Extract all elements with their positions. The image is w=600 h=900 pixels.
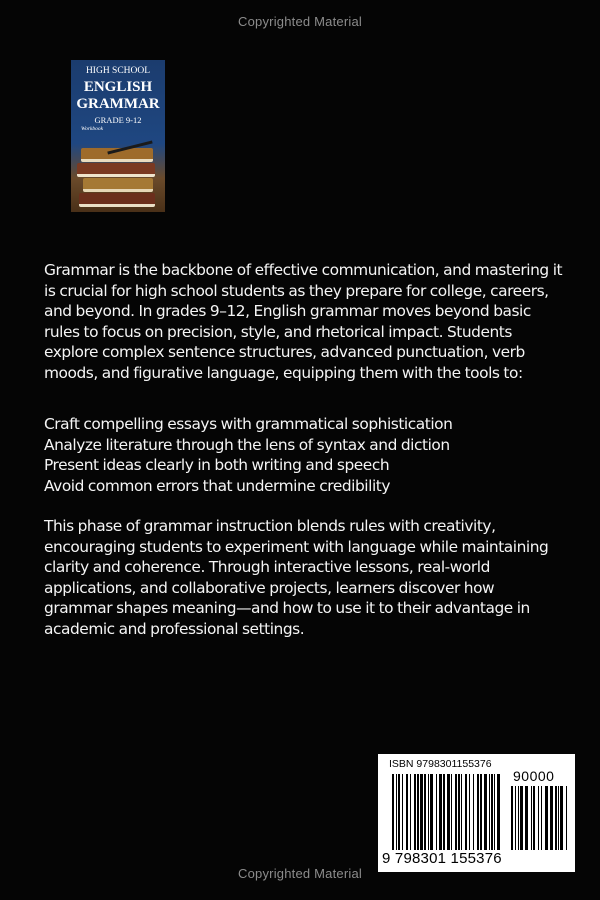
cover-thumbnail — [71, 60, 165, 212]
cover-title-line1: HIGH SCHOOL — [85, 66, 151, 76]
copyright-watermark-top: Copyrighted Material — [238, 14, 362, 29]
list-item: Avoid common errors that undermine credibility — [44, 476, 391, 495]
book-illustration — [79, 193, 155, 207]
list-item: Craft compelling essays with grammatical sophistication — [44, 415, 453, 433]
cover-title-line2: ENGLISH — [83, 79, 153, 95]
skills-list — [44, 414, 564, 496]
cover-workbook-label: Workbook — [81, 126, 104, 132]
barcode-digits: 9 798301 155376 — [382, 850, 502, 867]
book-illustration — [83, 178, 153, 192]
book-illustration — [77, 163, 155, 177]
price-code: 90000 — [513, 768, 555, 784]
description-paragraph-1: Grammar is the backbone of effective communication, and mastering it is crucial for high school students as they prepare for college, careers, and beyond. In grades 9–12, English grammar moves beyond basic rules to focus on precision, style, and rhetorical impact. Students explore complex sentence structures, advanced punctuation, verb moods, and figurative language, equipping them with the tools to: — [44, 261, 563, 382]
cover-grade-label: GRADE 9-12 — [94, 115, 142, 125]
description-paragraph-2: This phase of grammar instruction blends rules with creativity, encouraging students to experiment with language while maintaining clarity and coherence. Through interactive lessons, real-world applications, and collaborative projects, learners discover how grammar shapes meaning—and how to use it to their advantage in academic and professional settings. — [44, 517, 549, 638]
cover-title-line3: GRAMMAR — [76, 96, 160, 112]
list-item: Analyze literature through the lens of syntax and diction — [44, 435, 450, 454]
isbn-barcode — [378, 754, 575, 872]
isbn-label: ISBN 9798301155376 — [389, 758, 492, 770]
copyright-watermark-bottom: Copyrighted Material — [238, 866, 362, 881]
list-item: Present ideas clearly in both writing and speech — [44, 456, 390, 474]
